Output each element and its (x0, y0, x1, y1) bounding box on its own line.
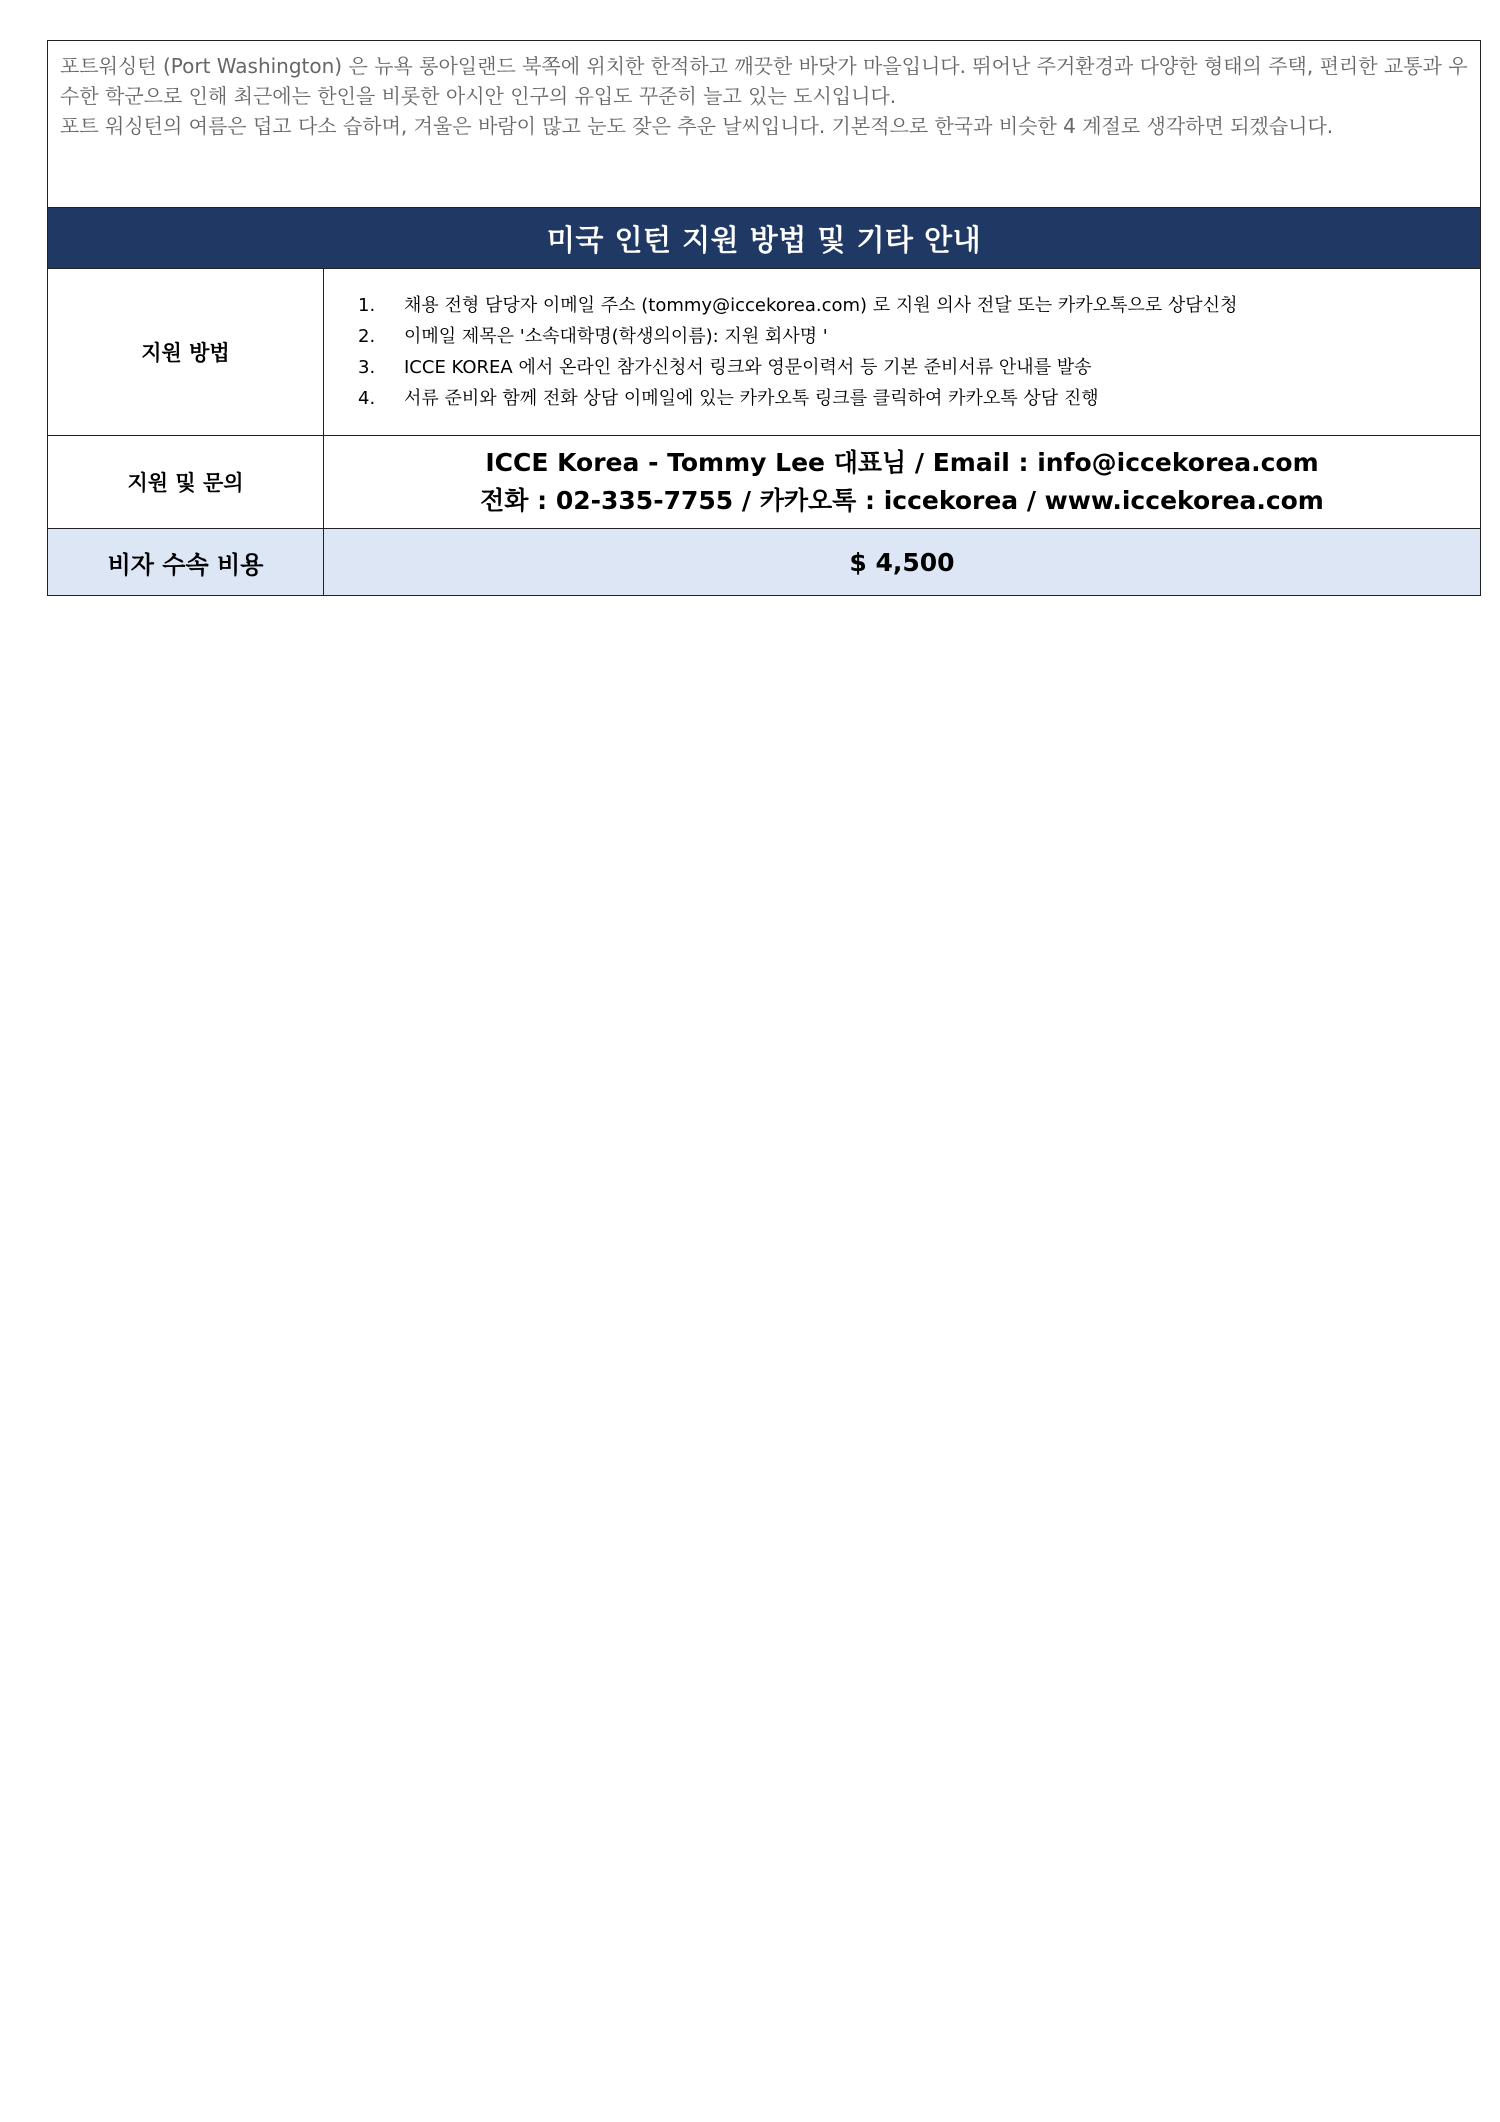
step-number: 1. (358, 295, 376, 316)
visa-value: $ 4,500 (324, 529, 1481, 596)
section-title: 미국 인턴 지원 방법 및 기타 안내 (48, 208, 1481, 269)
apply-steps-cell (324, 269, 1481, 436)
apply-label: 지원 방법 (48, 269, 324, 436)
apply-steps-list (358, 290, 1460, 414)
step-text: ICCE KOREA 에서 온라인 참가신청서 링크와 영문이력서 등 기본 준비서류 안내를 발송 (404, 357, 1092, 378)
contact-line-2: 전화 : 02-335-7755 / 카카오톡 : iccekorea / www.iccekorea.com (480, 486, 1324, 515)
contact-row (48, 436, 1481, 529)
list-item (358, 383, 1460, 414)
intro-cell (48, 41, 1481, 208)
contact-cell (324, 436, 1481, 529)
list-item (358, 321, 1460, 352)
step-number: 4. (358, 388, 376, 409)
step-text: 채용 전형 담당자 이메일 주소 (tommy@iccekorea.com) 로 지원 의사 전달 또는 카카오톡으로 상담신청 (404, 295, 1238, 316)
step-number: 3. (358, 357, 376, 378)
contact-label: 지원 및 문의 (48, 436, 324, 529)
intro-paragraph-2: 포트 워싱턴의 여름은 덥고 다소 습하며, 겨울은 바람이 많고 눈도 잦은 추운 날씨입니다. 기본적으로 한국과 비슷한 4 계절로 생각하면 되겠습니다. (60, 114, 1334, 138)
visa-label: 비자 수속 비용 (48, 529, 324, 596)
list-item (358, 352, 1460, 383)
section-header-row (48, 208, 1481, 269)
step-text: 서류 준비와 함께 전화 상담 이메일에 있는 카카오톡 링크를 클릭하여 카카오톡 상담 진행 (404, 388, 1099, 409)
contact-line-1: ICCE Korea - Tommy Lee 대표님 / Email : info@iccekorea.com (485, 448, 1319, 477)
info-table (47, 40, 1481, 596)
apply-row (48, 269, 1481, 436)
step-text: 이메일 제목은 '소속대학명(학생의이름): 지원 회사명 ' (404, 326, 828, 347)
intro-row (48, 41, 1481, 208)
visa-row (48, 529, 1481, 596)
step-number: 2. (358, 326, 376, 347)
intro-paragraph-1: 포트워싱턴 (Port Washington) 은 뉴욕 롱아일랜드 북쪽에 위치한 한적하고 깨끗한 바닷가 마을입니다. 뛰어난 주거환경과 다양한 형태의 주택, 편리한 교통과 우수한 학군으로 인해 최근에는 한인을 비롯한 아시안 인구의 유입도 꾸준히 늘고 있는 도시입니다. (60, 54, 1468, 108)
list-item (358, 290, 1460, 321)
